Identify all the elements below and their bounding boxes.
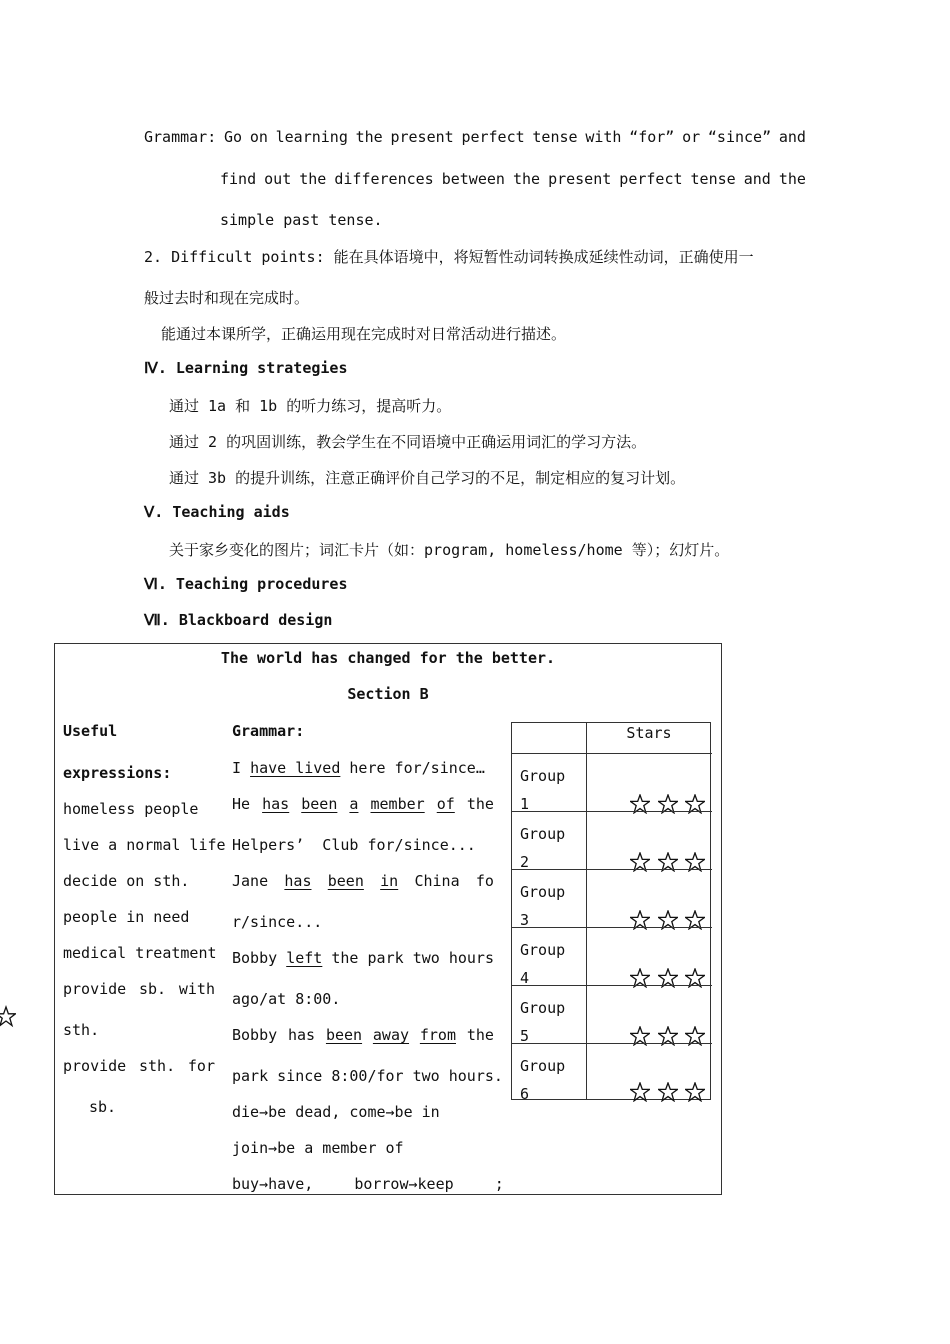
grammar-objective-line-1 — [144, 128, 806, 146]
group-label — [520, 762, 565, 818]
word: tense — [532, 128, 578, 146]
word: provide — [63, 1057, 127, 1075]
difficult-points-line-3: 能通过本课所学，正确运用现在完成时对日常活动进行描述。 — [161, 325, 567, 343]
heading-teaching-procedures: Ⅵ. Teaching procedures — [144, 575, 348, 593]
word: two — [412, 949, 440, 967]
grammar-line: Helpers’ Club for/since... — [232, 836, 476, 854]
grammar-label: Grammar: — [144, 128, 217, 146]
underlined-word: member — [370, 795, 425, 813]
word: here for/since… — [340, 759, 485, 777]
underlined-word: been — [327, 872, 364, 890]
star-outline-icon — [658, 1082, 678, 1102]
useful-expression: decide on sth. — [63, 872, 190, 890]
group-number: 2 — [520, 853, 530, 871]
word: perfect — [619, 170, 683, 188]
word: present — [390, 128, 454, 146]
word: has — [288, 1026, 316, 1044]
underlined-word: left — [286, 949, 323, 967]
group-word: Group — [520, 883, 566, 901]
grammar-line — [232, 949, 494, 967]
word: find — [220, 170, 257, 188]
underlined-word: a — [349, 795, 359, 813]
group-word: Group — [520, 999, 566, 1017]
underlined-word: been — [325, 1026, 363, 1044]
useful-heading: Useful — [63, 722, 118, 740]
group-number: 1 — [520, 795, 530, 813]
word: ; — [494, 1175, 504, 1193]
useful-expression: sth. — [63, 1021, 100, 1039]
underlined-phrase: have lived — [250, 759, 341, 777]
teaching-aids-text: 关于家乡变化的图片；词汇卡片（如：program, homeless/home 等）；幻灯片。 — [169, 541, 730, 559]
word: and — [778, 128, 806, 146]
word: park — [367, 949, 404, 967]
underlined-word: has — [262, 795, 290, 813]
word: present — [548, 170, 612, 188]
group-label — [520, 936, 565, 992]
blackboard — [54, 643, 722, 1195]
word: for — [187, 1057, 215, 1075]
word: fo — [475, 872, 494, 890]
group-label — [520, 878, 565, 934]
grammar-line: join→be a member of — [232, 1139, 404, 1157]
grammar-line — [232, 759, 485, 777]
word: and — [743, 170, 771, 188]
word: tense — [690, 170, 736, 188]
word: learning — [275, 128, 348, 146]
group-label — [520, 820, 565, 876]
useful-heading: expressions: — [63, 764, 172, 782]
grammar-line — [232, 872, 494, 890]
word: the — [466, 795, 494, 813]
group-row — [512, 753, 712, 812]
word: with — [585, 128, 622, 146]
group-row — [512, 869, 712, 928]
grammar-heading: Grammar: — [232, 722, 305, 740]
group-word: Group — [520, 941, 566, 959]
board-subtitle: Section B — [347, 685, 429, 703]
word: the — [778, 170, 806, 188]
strategy-item: 通过 2 的巩固训练，教会学生在不同语境中正确运用词汇的学习方法。 — [169, 433, 647, 451]
word: sth. — [139, 1057, 176, 1075]
word: Jane — [232, 872, 269, 890]
stars-header: Stars — [626, 724, 672, 742]
group-row — [512, 1043, 712, 1102]
word: hours — [448, 949, 494, 967]
word: borrow→keep — [354, 1175, 454, 1193]
word: “for” — [629, 128, 675, 146]
star-rating — [630, 1082, 705, 1102]
star-outline-icon — [685, 1082, 705, 1102]
group-label — [520, 994, 565, 1050]
underlined-word: of — [436, 795, 455, 813]
grammar-objective-line-3: simple past tense. — [220, 211, 383, 229]
word: the — [512, 170, 541, 188]
strategy-item: 通过 3b 的提升训练，注意正确评价自己学习的不足，制定相应的复习计划。 — [169, 469, 686, 487]
grammar-line: park since 8:00/for two hours. — [232, 1067, 503, 1085]
useful-expression — [63, 980, 215, 998]
star-outline-icon — [630, 1082, 650, 1102]
grammar-line: die→be dead, come→be in — [232, 1103, 440, 1121]
difficult-points-line-2: 般过去时和现在完成时。 — [144, 289, 310, 307]
word: Go — [224, 128, 243, 146]
underlined-word: in — [380, 872, 399, 890]
useful-expression: live a normal life — [63, 836, 226, 854]
word: China — [414, 872, 460, 890]
useful-expression — [63, 1057, 215, 1075]
word: the — [299, 170, 327, 188]
board-title: The world has changed for the better. — [220, 649, 556, 667]
grammar-line: r/since... — [232, 913, 323, 931]
word: the — [331, 949, 359, 967]
group-number: 5 — [520, 1027, 530, 1045]
useful-expression: homeless people — [63, 800, 199, 818]
group-row — [512, 985, 712, 1044]
group-number: 3 — [520, 911, 530, 929]
underlined-word: from — [419, 1026, 456, 1044]
group-word: Group — [520, 825, 566, 843]
word: the — [355, 128, 383, 146]
word: Bobby — [232, 1026, 278, 1044]
underlined-word: has — [284, 872, 312, 890]
group-word: Group — [520, 767, 566, 785]
word: “since” — [707, 128, 772, 146]
word: out — [264, 170, 292, 188]
word: on — [249, 128, 268, 146]
word: the — [466, 1026, 494, 1044]
useful-expression: sb. — [89, 1098, 117, 1116]
word: differences — [334, 170, 434, 188]
word: Bobby — [232, 949, 278, 967]
grammar-line — [232, 1175, 504, 1193]
group-number: 6 — [520, 1085, 530, 1103]
word: between — [441, 170, 505, 188]
underlined-word: been — [301, 795, 338, 813]
word: with — [178, 980, 215, 998]
word: or — [682, 128, 701, 146]
word: sb. — [139, 980, 167, 998]
word: provide — [63, 980, 127, 998]
group-label — [520, 1052, 565, 1108]
group-number: 4 — [520, 969, 530, 987]
word: I — [232, 759, 251, 777]
group-row — [512, 927, 712, 986]
word: perfect — [461, 128, 525, 146]
difficult-points-line-1: 2. Difficult points: 能在具体语境中，将短暂性动词转换成延续性动词，正确使用一 — [144, 248, 754, 266]
heading-learning-strategies: Ⅳ. Learning strategies — [144, 359, 348, 377]
word: He — [232, 795, 251, 813]
heading-teaching-aids: Ⅴ. Teaching aids — [144, 503, 290, 521]
star-outline-icon — [0, 1005, 16, 1029]
grammar-line — [232, 1026, 494, 1044]
useful-expression: people in need — [63, 908, 190, 926]
underlined-word: away — [372, 1026, 410, 1044]
grammar-line: ago/at 8:00. — [232, 990, 341, 1008]
strategy-item: 通过 1a 和 1b 的听力练习，提高听力。 — [169, 397, 452, 415]
group-word: Group — [520, 1057, 566, 1075]
useful-expression: medical treatment — [63, 944, 217, 962]
group-row — [512, 811, 712, 870]
stars-table — [511, 722, 711, 1103]
grammar-objective-line-2 — [220, 170, 806, 188]
heading-blackboard-design: Ⅶ. Blackboard design — [144, 611, 333, 629]
word: buy→have, — [232, 1175, 314, 1193]
grammar-line — [232, 795, 494, 813]
